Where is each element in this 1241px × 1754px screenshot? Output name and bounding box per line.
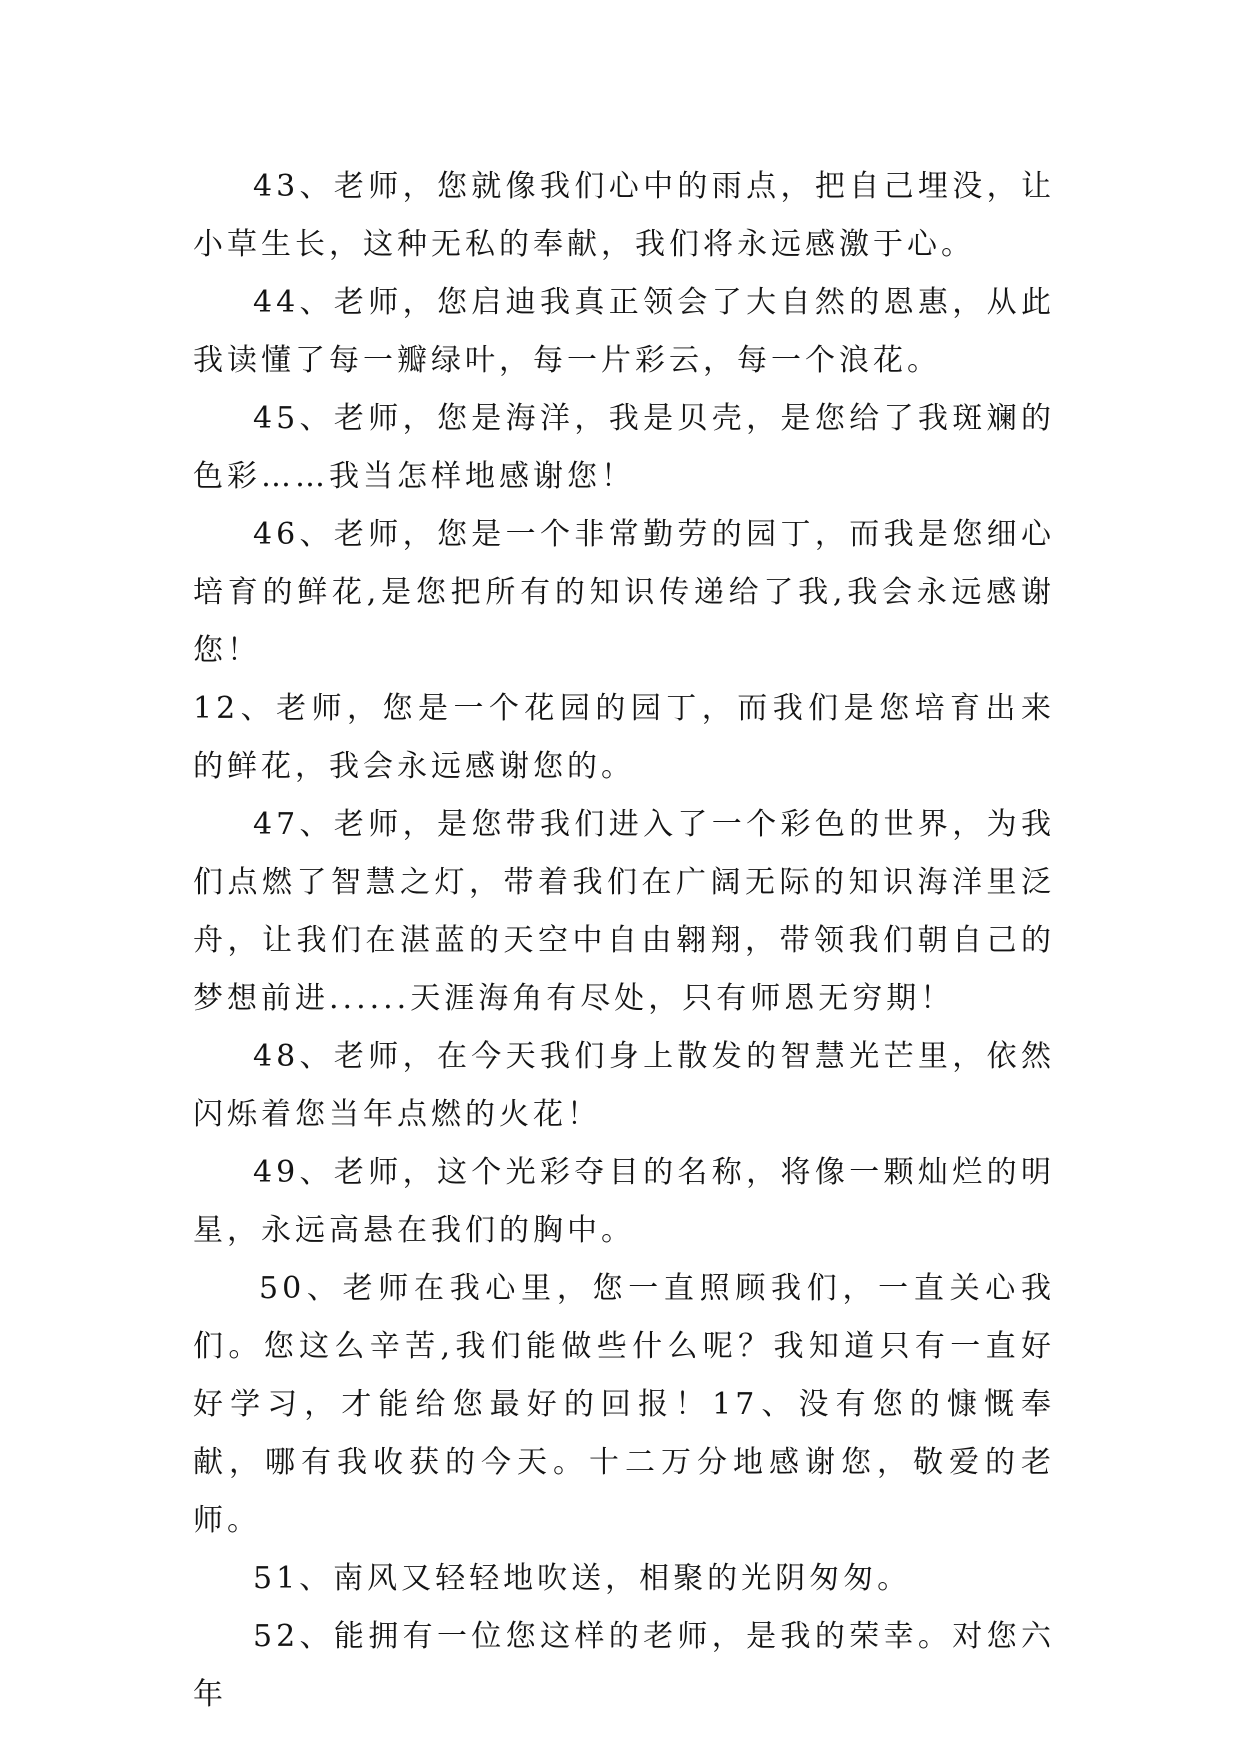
paragraph-49: 49、老师，这个光彩夺目的名称，将像一颗灿烂的明星，永远高悬在我们的胸中。 <box>193 1155 1055 1248</box>
paragraph-48: 48、老师，在今天我们身上散发的智慧光芒里，依然闪烁着您当年点燃的火花！ <box>193 1039 1055 1132</box>
paragraph-52: 52、能拥有一位您这样的老师，是我的荣幸。对您六年 <box>193 1619 1055 1712</box>
paragraph-43: 43、老师，您就像我们心中的雨点，把自己埋没，让小草生长，这种无私的奉献，我们将永远感激于心。 <box>193 169 1055 262</box>
paragraph-12: 12、老师，您是一个花园的园丁，而我们是您培育出来的鲜花，我会永远感谢您的。 <box>193 691 1055 784</box>
paragraph-51: 51、南风又轻轻地吹送，相聚的光阴匆匆。 <box>253 1561 912 1596</box>
paragraph-45: 45、老师，您是海洋，我是贝壳，是您给了我斑斓的色彩……我当怎样地感谢您！ <box>193 401 1055 494</box>
paragraph-47: 47、老师，是您带我们进入了一个彩色的世界，为我们点燃了智慧之灯，带着我们在广阔无际的知识海洋里泛舟，让我们在湛蓝的天空中自由翱翔，带领我们朝自己的梦想前进......天涯海角有尽处，只有师恩无穷期！ <box>193 807 1055 1016</box>
paragraph-46: 46、老师，您是一个非常勤劳的园丁，而我是您细心培育的鲜花,是您把所有的知识传递给了我,我会永远感谢您！ <box>193 517 1055 668</box>
text-column <box>193 158 1055 1724</box>
paragraph-50: 50、老师在我心里，您一直照顾我们，一直关心我们。您这么辛苦,我们能做些什么呢？我知道只有一直好好学习，才能给您最好的回报！17、没有您的慷慨奉献，哪有我收获的今天。十二万分地感谢您，敬爱的老师。 <box>193 1271 1055 1538</box>
paragraph-44: 44、老师，您启迪我真正领会了大自然的恩惠，从此我读懂了每一瓣绿叶，每一片彩云，每一个浪花。 <box>193 285 1055 378</box>
